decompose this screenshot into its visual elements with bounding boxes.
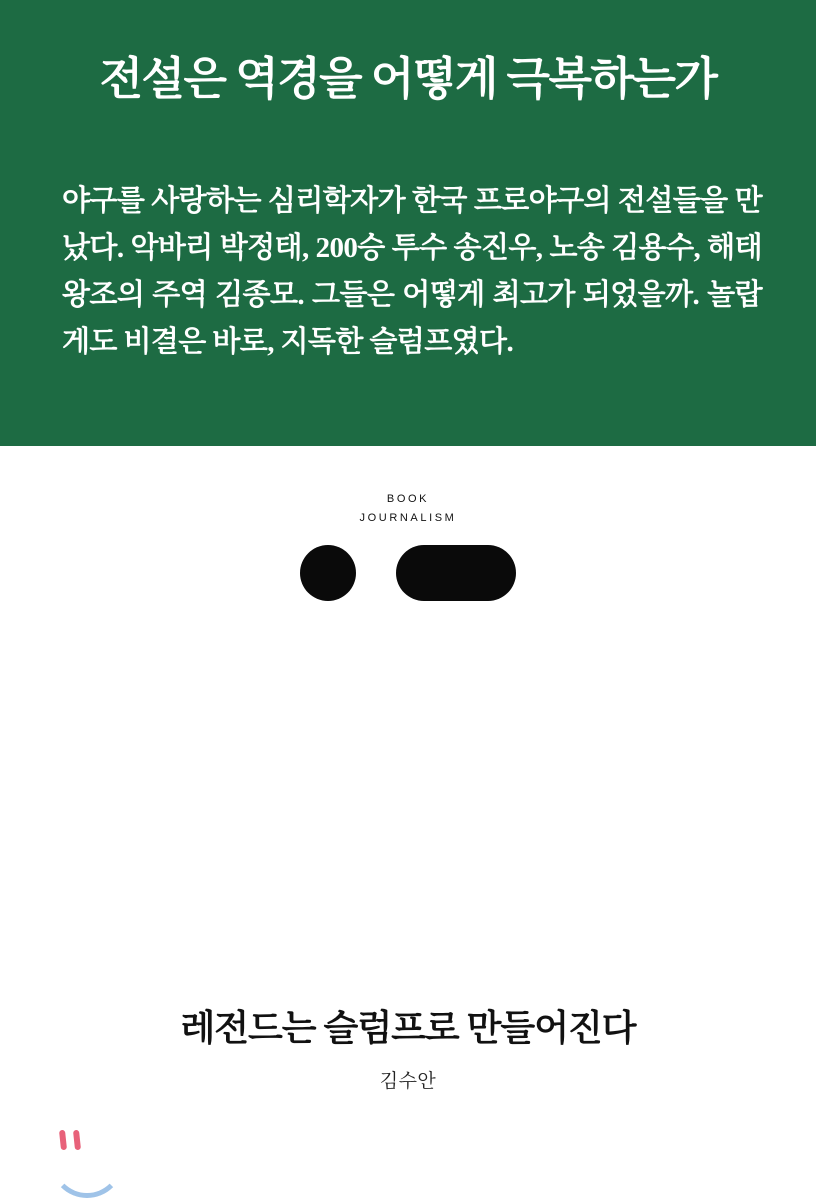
publisher-logo — [0, 545, 816, 601]
imprint-line-2: JOURNALISM — [359, 512, 457, 525]
smiley-mark-icon — [44, 1116, 122, 1188]
pill-mark-icon — [396, 545, 516, 601]
page-title: 전설은 역경을 어떻게 극복하는가 — [99, 54, 717, 104]
imprint-block — [0, 490, 816, 529]
book-author: 김수안 — [379, 1071, 437, 1092]
smiley-smile-icon — [50, 1132, 124, 1198]
cover-header-panel — [0, 0, 816, 446]
imprint-line-1: BOOK — [386, 493, 430, 505]
book-subtitle: 레전드는 슬럼프로 만들어진다 — [180, 1008, 636, 1048]
circle-mark-icon — [300, 545, 356, 601]
cover-blurb-text: 야구를 사랑하는 심리학자가 한국 프로야구의 전설들을 만났다. 악바리 박정태, 200승 투수 송진우, 노송 김용수, 해태 왕조의 주역 김종모. 그들은 어떻게 최고가 되었을까. 놀랍게도 비결은 바로, 지독한 슬럼프였다. — [62, 185, 762, 358]
